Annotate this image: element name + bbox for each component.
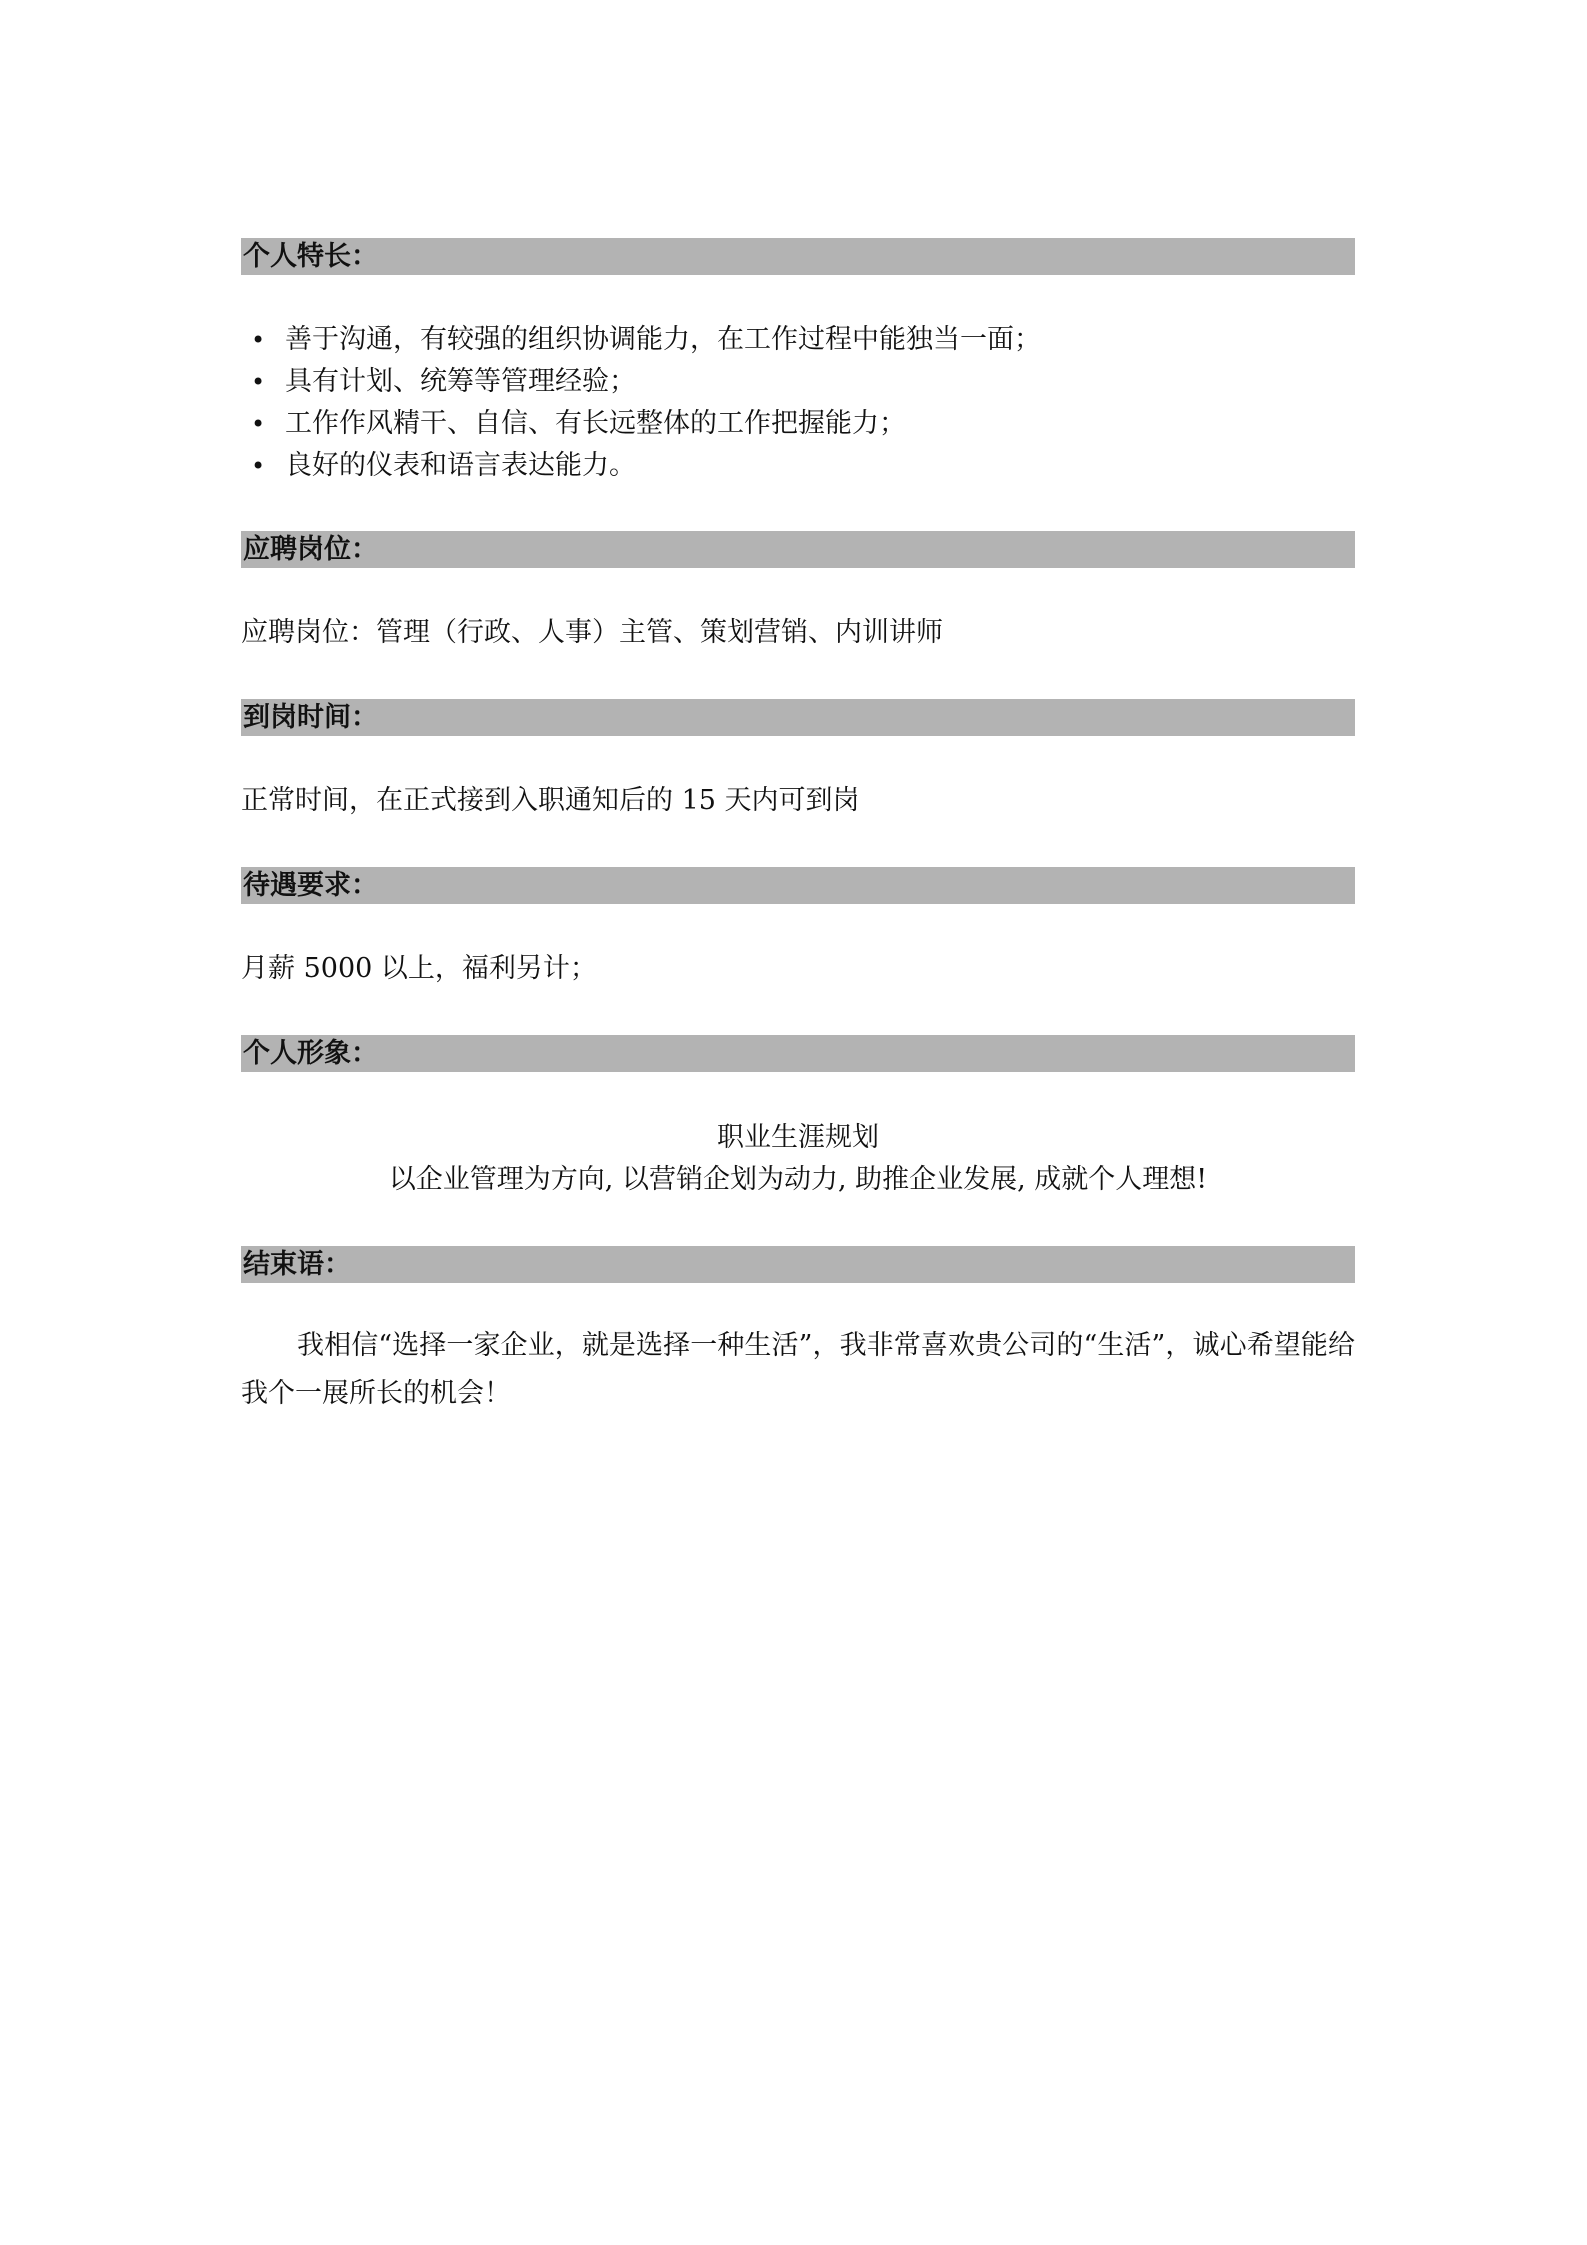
section-header-specialties <box>241 238 1355 275</box>
list-item-text: 具有计划、统筹等管理经验； <box>285 366 636 397</box>
section-title-position: 应聘岗位： <box>243 534 378 565</box>
bullet-icon: • <box>251 368 266 396</box>
section-header-image <box>241 1035 1355 1072</box>
section-header-position <box>241 531 1355 568</box>
start-time-text: 正常时间，在正式接到入职通知后的 15 天内可到岗 <box>241 785 860 816</box>
bullet-icon: • <box>251 452 266 480</box>
section-title-closing: 结束语： <box>243 1249 351 1280</box>
list-item <box>241 445 1355 487</box>
section-title-image: 个人形象： <box>243 1038 378 1069</box>
bullet-icon: • <box>251 326 266 354</box>
bullet-icon: • <box>251 410 266 438</box>
section-title-specialties: 个人特长： <box>243 241 378 272</box>
list-item <box>241 361 1355 403</box>
career-plan-title: 职业生涯规划 <box>717 1122 879 1153</box>
list-item-text: 良好的仪表和语言表达能力。 <box>285 450 636 481</box>
section-header-closing <box>241 1246 1355 1283</box>
specialties-list <box>241 319 1355 487</box>
list-item-text: 工作作风精干、自信、有长远整体的工作把握能力； <box>285 408 906 439</box>
section-title-salary: 待遇要求： <box>243 870 378 901</box>
list-item <box>241 319 1355 361</box>
section-header-salary <box>241 867 1355 904</box>
salary-text: 月薪 5000 以上，福利另计； <box>241 953 597 984</box>
position-text: 应聘岗位：管理（行政、人事）主管、策划营销、内训讲师 <box>241 617 943 648</box>
closing-text: 我相信“选择一家企业，就是选择一种生活”，我非常喜欢贵公司的“生活”，诚心希望能给我个一展所长的机会！ <box>241 1330 1355 1409</box>
section-header-start-time <box>241 699 1355 736</box>
career-plan-motto: 以企业管理为方向, 以营销企划为动力, 助推企业发展, 成就个人理想! <box>388 1164 1208 1195</box>
list-item-text: 善于沟通，有较强的组织协调能力，在工作过程中能独当一面； <box>285 324 1041 355</box>
list-item <box>241 403 1355 445</box>
section-title-start-time: 到岗时间： <box>243 702 378 733</box>
